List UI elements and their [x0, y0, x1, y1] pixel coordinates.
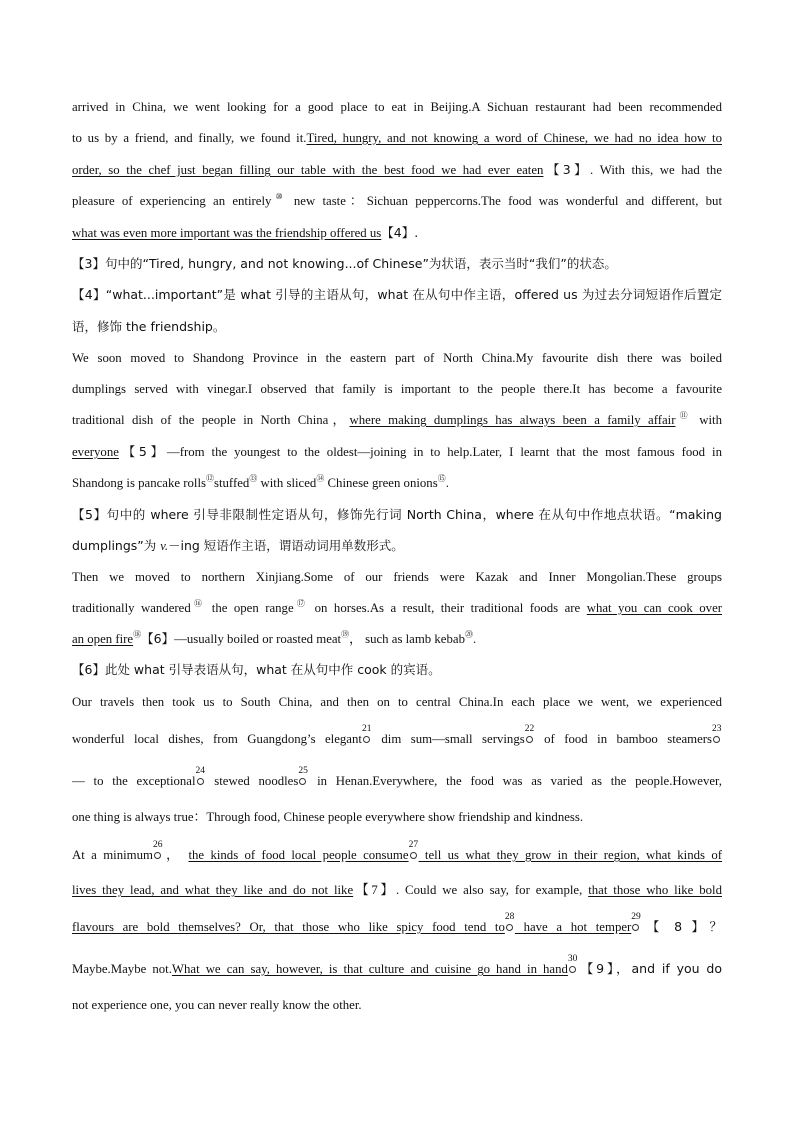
blank-marker: 25 [298, 775, 308, 787]
vocab-marker: ⑭ [316, 474, 325, 483]
underlined-sentence: lives they lead, and what they like and do not like [72, 883, 354, 897]
underlined-sentence: order, so the chef just began filling our table with the best food we had ever eaten [72, 163, 544, 177]
passage-line: Then we moved to northern Xinjiang.Some of our friends were Kazak and Inner Mongolian.These groups [72, 570, 722, 584]
underlined-sentence: What we can say, however, is that culture and cuisine go hand in hand [171, 962, 568, 976]
grammar-note: 【6】此处 what 引导表语从句，what 在从句中作 cook 的宾语。 [72, 662, 441, 677]
vocab-marker: ⑮ [437, 474, 446, 483]
passage-line: wonderful local dishes, from Guangdong’s elegant 21 dim sum—small servings 22 of food in bamboo steamers 23 [72, 724, 722, 746]
passage-line: Our travels then took us to South China, and then on to central China.In each place we went, we experienced [72, 695, 722, 709]
note-marker: 【6】 [141, 631, 175, 646]
passage-line: everyone【5】—from the youngest to the oldest—joining in to help.Later, I learnt that the most famous food in [72, 444, 722, 459]
passage-line [72, 912, 723, 935]
vocab-marker: ⑰ [293, 599, 309, 608]
blank-marker: 30 [568, 963, 578, 975]
underlined-sentence: where making dumplings has always been a family affair [349, 413, 676, 427]
note-marker: 【4】. [381, 225, 419, 240]
passage-line: lives they lead, and what they like and do not like【7】. Could we also say, for example, that those who like bold [72, 883, 722, 897]
underlined-sentence: that those who like bold [588, 883, 722, 897]
passage-line: — to the exceptional 24 stewed noodles 25 in Henan.Everywhere, the food was as varied as the people.However, [72, 766, 722, 788]
blank-marker: 23 [712, 733, 722, 745]
underlined-sentence: flavours are bold themselves? Or, that those who like spicy food tend to [72, 920, 505, 934]
blank-marker: 28 [505, 921, 515, 933]
passage-line: pleasure of experiencing an entirely⑩ new taste：Sichuan peppercorns.The food was wonderful and different, but [72, 192, 722, 208]
passage-line: We soon moved to Shandong Province in the eastern part of North China.My favourite dish there was boiled [72, 351, 722, 365]
passage-line: to us by a friend, and finally, we found it.Tired, hungry, and not knowing a word of Chinese, we had no idea how to [72, 131, 722, 145]
grammar-note: 【4】“what...important”是 what 引导的主语从句，what 在从句中作主语，offered us 为过去分词短语作后置定 [72, 287, 722, 302]
blank-marker: 21 [362, 733, 372, 745]
vocab-marker: ⑳ [464, 630, 473, 639]
passage-line [72, 225, 722, 241]
underlined-sentence: an open fire [72, 632, 134, 646]
passage-line: one thing is always true：Through food, Chinese people everywhere show friendship and kindness. [72, 810, 584, 824]
note-marker: 【5】 [118, 444, 167, 459]
vocab-marker: ⑲ [341, 630, 350, 639]
vocab-marker: ⑬ [249, 474, 258, 483]
underlined-sentence: Tired, hungry, and not knowing a word of Chinese, we had no idea how to [306, 131, 722, 145]
note-marker: 【 8 】？ [641, 919, 723, 934]
passage-line: dumplings served with vinegar.I observed that family is important to the people there.It has become a favourite [72, 382, 722, 396]
underlined-sentence: what was even more important was the friendship offered us [72, 226, 382, 240]
passage-line: not experience one, you can never really know the other. [72, 998, 362, 1012]
underlined-sentence: everyone [72, 445, 119, 459]
vocab-marker: ⑫ [206, 474, 214, 483]
grammar-note: 【3】句中的“Tired, hungry, and not knowing...of Chinese”为状语，表示当时“我们”的状态。 [72, 256, 617, 271]
blank-marker: 22 [525, 733, 535, 745]
vocab-marker: ⑪ [675, 411, 692, 420]
passage-line: traditional dish of the people in North China，where making dumplings has always been a family affair⑪ with [72, 411, 722, 427]
underlined-sentence: what you can cook over [586, 601, 723, 615]
vocab-marker: ⑩ [271, 192, 287, 201]
passage-line: Shandong is pancake rolls⑫stuffed⑬ with sliced⑭ Chinese green onions⑮. [72, 474, 449, 490]
blank-marker: 29 [631, 921, 641, 933]
passage-line: arrived in China, we went looking for a good place to eat in Beijing.A Sichuan restaurant had been recommended [72, 100, 722, 114]
vocab-marker: ⑱ [133, 630, 142, 639]
passage-line: traditionally wandered⑯ the open range⑰ on horses.As a result, their traditional foods are what you can cook over [72, 599, 723, 615]
vocab-marker: ⑯ [190, 599, 206, 608]
underlined-sentence: have a hot temper [514, 920, 632, 934]
blank-marker: 24 [196, 775, 206, 787]
grammar-note: 【5】句中的 where 引导非限制性定语从句，修饰先行词 North China，where 在从句中作地点状语。“making [72, 507, 722, 522]
blank-marker: 26 [153, 849, 163, 861]
passage-line: an open fire⑱【6】—usually boiled or roasted meat⑲， such as lamb kebab⑳. [72, 630, 477, 646]
note-marker: 【9】，and if you do [577, 961, 722, 976]
underlined-sentence: tell us what they grow in their region, what kinds of [418, 848, 722, 862]
note-marker: 【3】 [543, 162, 590, 177]
passage-line: At a minimum 26 ， the kinds of food local people consume 27 tell us what they grow in their region, what kinds of [72, 840, 722, 862]
underlined-sentence: the kinds of food local people consume [188, 848, 409, 862]
grammar-note: dumplings”为 v.－ing 短语作主语，谓语动词用单数形式。 [72, 538, 404, 553]
grammar-note: 语，修饰 the friendship。 [72, 319, 226, 334]
blank-marker: 27 [409, 849, 419, 861]
passage-line: Maybe.Maybe not.What we can say, however, is that culture and cuisine go hand in hand 30 【9】，and if you do [72, 954, 722, 976]
passage-line: order, so the chef just began filling our table with the best food we had ever eaten【3】. With this, we had the [72, 162, 722, 177]
